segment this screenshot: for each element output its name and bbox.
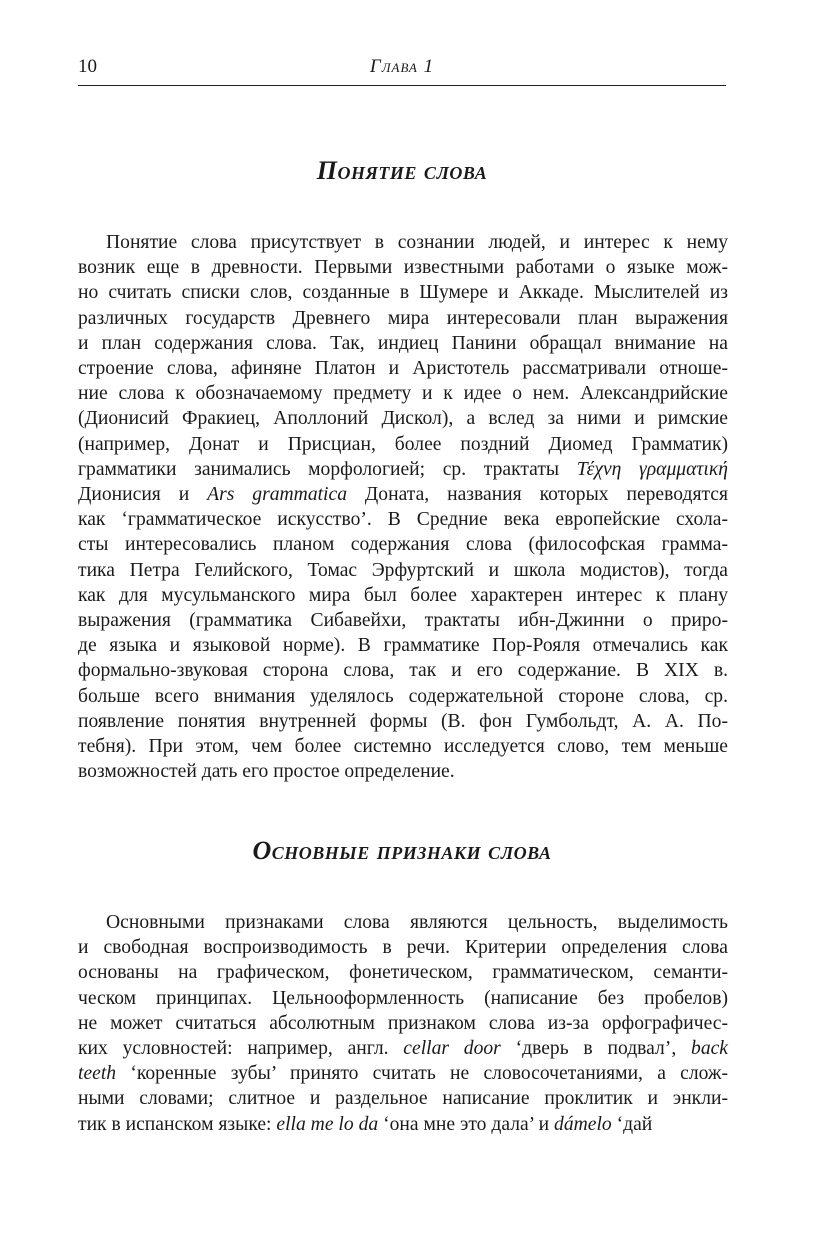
text-segment: и план содержания слова. Так, индиец Панини обращал внимание на <box>78 332 728 354</box>
text-line <box>78 1036 728 1061</box>
text-line <box>78 910 728 935</box>
text-line <box>78 608 728 633</box>
paragraph-concept <box>78 230 728 784</box>
text-segment: ‘дай <box>611 1113 653 1135</box>
text-line <box>78 532 728 557</box>
text-line <box>78 1086 728 1111</box>
text-segment: ‘коренные зубы’ принято считать не словосочетаниями, а слож- <box>116 1063 728 1085</box>
italic-term: back <box>691 1038 729 1060</box>
text-line <box>78 432 728 457</box>
italic-term: Τέχνη γραμματική <box>576 458 728 480</box>
text-line <box>78 633 728 658</box>
text-segment: ‘она мне это дала’ и <box>378 1113 555 1135</box>
text-line <box>78 507 728 532</box>
text-segment: возможностей дать его простое определение. <box>78 761 455 783</box>
text-line <box>78 1112 728 1137</box>
text-segment: ‘дверь в подвал’, <box>500 1038 692 1060</box>
text-line <box>78 356 728 381</box>
text-line <box>78 658 728 683</box>
italic-term: teeth <box>78 1063 117 1085</box>
text-segment: ческом принципах. Цельнооформленность (написание без пробелов) <box>78 987 728 1009</box>
text-line <box>78 709 728 734</box>
text-segment: тика Петра Гелийского, Томас Эрфуртский и школа модистов), тогда <box>78 559 728 581</box>
text-segment: больше всего внимания уделялось содержательной стороне слова, ср. <box>78 685 728 707</box>
text-segment: не может считаться абсолютным признаком слова из-за орфографичес- <box>78 1012 728 1034</box>
text-segment: Основными признаками слова являются цельность, выделимость <box>106 912 728 933</box>
text-line <box>78 230 728 255</box>
section-title-concept: Понятие слова <box>316 156 488 185</box>
text-line <box>78 759 728 784</box>
text-segment: Доната, названия которых переводятся <box>347 484 728 506</box>
text-segment: строение слова, афиняне Платон и Аристотель рассматривали отноше- <box>78 358 728 380</box>
italic-term: dámelo <box>554 1113 612 1135</box>
italic-term: ella me lo da <box>276 1113 379 1135</box>
text-segment: (Дионисий Фракиец, Аполлоний Дискол), а вслед за ними и римские <box>78 408 728 430</box>
text-line <box>78 1061 728 1086</box>
text-segment: как ‘грамматическое искусство’. В Средние века европейские схола- <box>78 509 728 531</box>
text-segment: основаны на графическом, фонетическом, грамматическом, семанти- <box>78 962 728 984</box>
chapter-running-head: Глава 1 <box>369 56 435 77</box>
text-segment: возник еще в древности. Первыми известными работами о языке мож- <box>78 257 728 279</box>
text-line <box>78 457 728 482</box>
page-number: 10 <box>78 56 97 77</box>
text-segment: грамматики занимались морфологией; ср. трактаты <box>78 458 577 480</box>
text-segment: но считать списки слов, созданные в Шумере и Аккаде. Мыслителей из <box>78 282 728 304</box>
text-segment: появление понятия внутренней формы (В. фон Гумбольдт, А. А. По- <box>78 710 728 732</box>
text-line <box>78 255 728 280</box>
italic-term: cellar door <box>403 1038 501 1060</box>
text-segment: Понятие слова присутствует в сознании людей, и интерес к нему <box>106 232 728 253</box>
text-line <box>78 558 728 583</box>
section-title-features: Основные признаки слова <box>252 836 552 865</box>
text-segment: различных государств Древнего мира интересовали план выражения <box>78 307 728 329</box>
text-segment: де языка и языковой норме). В грамматике Пор-Рояля отмечались как <box>78 635 728 657</box>
text-line <box>78 406 728 431</box>
text-segment: тик в испанском языке: <box>78 1113 277 1135</box>
text-line <box>78 986 728 1011</box>
text-line <box>78 935 728 960</box>
text-segment: тебня). При этом, чем более системно исследуется слово, тем меньше <box>78 736 728 758</box>
text-segment: выражения (грамматика Сибавейхи, трактаты ибн-Джинни о приро- <box>78 610 728 632</box>
text-segment: сты интересовались планом содержания слова (философская грамма- <box>78 534 728 556</box>
text-segment: ными словами; слитное и раздельное написание проклитик и энкли- <box>78 1088 728 1110</box>
text-segment: (например, Донат и Присциан, более поздний Диомед Грамматик) <box>78 433 728 455</box>
text-line <box>78 684 728 709</box>
running-header <box>78 54 726 86</box>
text-segment: ких условностей: например, англ. <box>78 1038 404 1060</box>
paragraph-features <box>78 910 728 1137</box>
text-segment: как для мусульманского мира был более характерен интерес к плану <box>78 584 728 606</box>
text-line <box>78 482 728 507</box>
text-line <box>78 331 728 356</box>
italic-term: Ars grammatica <box>207 484 347 506</box>
text-segment: Дионисия и <box>78 484 208 506</box>
text-line <box>78 583 728 608</box>
text-line <box>78 381 728 406</box>
text-segment: ние слова к обозначаемому предмету и к идее о нем. Александрийские <box>78 383 728 405</box>
text-line <box>78 280 728 305</box>
text-segment: и свободная воспроизводимость в речи. Критерии определения слова <box>78 937 728 959</box>
text-line <box>78 1011 728 1036</box>
text-line <box>78 734 728 759</box>
text-line <box>78 960 728 985</box>
text-line <box>78 306 728 331</box>
text-segment: формально-звуковая сторона слова, так и его содержание. В XIX в. <box>78 660 728 682</box>
